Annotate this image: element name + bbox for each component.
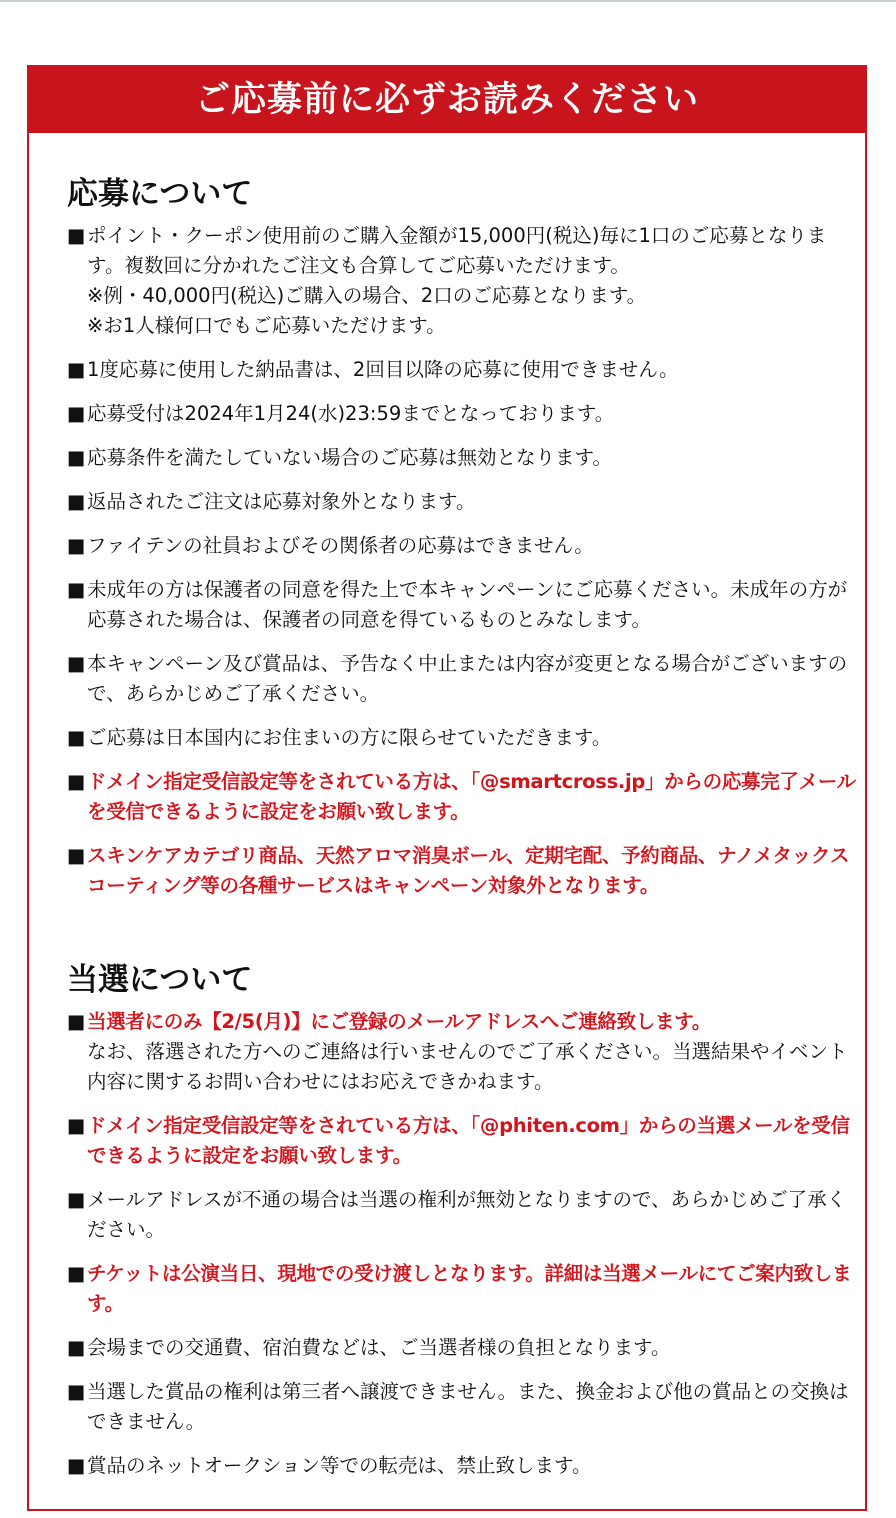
item-text: 1度応募に使用した納品書は、2回目以降の応募に使用できません。 bbox=[87, 358, 679, 381]
list-item-emphasis bbox=[67, 1259, 857, 1319]
section-title: 当選について bbox=[67, 962, 253, 998]
bullet-icon: ■ bbox=[67, 1380, 86, 1403]
item-text: ドメイン指定受信設定等をされている方は、「@phiten.com」からの当選メールを受信できるように設定をお願い致します。 bbox=[87, 1114, 850, 1167]
item-followup: なお、落選された方へのご連絡は行いませんのでご了承ください。当選結果やイベント内容に関するお問い合わせにはお応えできかねます。 bbox=[87, 1040, 848, 1093]
list-item bbox=[67, 399, 857, 429]
list-item-emphasis bbox=[67, 1007, 857, 1097]
bullet-icon: ■ bbox=[67, 1262, 86, 1285]
list-item bbox=[67, 1185, 857, 1245]
list-item bbox=[67, 443, 857, 473]
bullet-icon: ■ bbox=[67, 534, 86, 557]
item-text: 応募受付は2024年1月24(水)23:59までとなっております。 bbox=[87, 402, 615, 425]
list-item-emphasis bbox=[67, 767, 857, 827]
bullet-icon: ■ bbox=[67, 578, 86, 601]
list-item bbox=[67, 723, 857, 753]
list-item bbox=[67, 531, 857, 561]
item-text: 本キャンペーン及び賞品は、予告なく中止または内容が変更となる場合がございますので、あらかじめご了承ください。 bbox=[87, 652, 848, 705]
list-item bbox=[67, 1377, 857, 1437]
item-text: ドメイン指定受信設定等をされている方は、「@smartcross.jp」からの応募完了メールを受信できるように設定をお願い致します。 bbox=[87, 770, 856, 823]
item-text: 未成年の方は保護者の同意を得た上で本キャンペーンにご応募ください。未成年の方が応募された場合は、保護者の同意を得ているものとみなします。 bbox=[87, 578, 848, 631]
item-text: ファイテンの社員およびその関係者の応募はできません。 bbox=[87, 534, 594, 557]
item-text: メールアドレスが不通の場合は当選の権利が無効となりますので、あらかじめご了承ください。 bbox=[87, 1188, 847, 1241]
item-text: チケットは公演当日、現地での受け渡しとなります。詳細は当選メールにてご案内致します。 bbox=[87, 1262, 852, 1315]
list-item-emphasis bbox=[67, 841, 857, 901]
item-text: 当選した賞品の権利は第三者へ譲渡できません。また、換金および他の賞品との交換はできません。 bbox=[87, 1380, 849, 1433]
notice-box bbox=[27, 65, 867, 1511]
bullet-icon: ■ bbox=[67, 726, 86, 749]
bullet-icon: ■ bbox=[67, 1188, 86, 1211]
bullet-icon: ■ bbox=[67, 402, 86, 425]
bullet-icon: ■ bbox=[67, 652, 86, 675]
item-text: 返品されたご注文は応募対象外となります。 bbox=[87, 490, 476, 513]
list-item bbox=[67, 649, 857, 709]
bullet-icon: ■ bbox=[67, 358, 86, 381]
list-item bbox=[67, 575, 857, 635]
item-text: 会場までの交通費、宿泊費などは、ご当選者様の負担となります。 bbox=[87, 1336, 671, 1359]
item-text: ご応募は日本国内にお住まいの方に限らせていただきます。 bbox=[87, 726, 612, 749]
item-text: 賞品のネットオークション等での転売は、禁止致します。 bbox=[87, 1454, 592, 1477]
section-application bbox=[67, 173, 857, 915]
bullet-icon: ■ bbox=[67, 224, 86, 247]
list-item bbox=[67, 221, 857, 341]
bullet-icon: ■ bbox=[67, 446, 86, 469]
list-item bbox=[67, 487, 857, 517]
bullet-icon: ■ bbox=[67, 1336, 86, 1359]
item-text: 応募条件を満たしていない場合のご応募は無効となります。 bbox=[87, 446, 612, 469]
bullet-icon: ■ bbox=[67, 1010, 86, 1033]
list-item bbox=[67, 1333, 857, 1363]
notice-header: ご応募前に必ずお読みください bbox=[29, 67, 865, 133]
bullet-icon: ■ bbox=[67, 770, 86, 793]
item-text: 当選者にのみ【2/5(月)】にご登録のメールアドレスへご連絡致します。 bbox=[87, 1010, 712, 1033]
list-item bbox=[67, 355, 857, 385]
bullet-icon: ■ bbox=[67, 1114, 86, 1137]
section-winning bbox=[67, 959, 857, 1495]
item-note: ※お1人様何口でもご応募いただけます。 bbox=[87, 314, 446, 337]
bullet-icon: ■ bbox=[67, 490, 86, 513]
top-divider bbox=[0, 0, 896, 2]
list-item-emphasis bbox=[67, 1111, 857, 1171]
section-title: 応募について bbox=[67, 176, 253, 212]
bullet-icon: ■ bbox=[67, 844, 86, 867]
list-item bbox=[67, 1451, 857, 1481]
item-text: スキンケアカテゴリ商品、天然アロマ消臭ボール、定期宅配、予約商品、ナノメタックスコーティング等の各種サービスはキャンペーン対象外となります。 bbox=[87, 844, 850, 897]
bullet-icon: ■ bbox=[67, 1454, 86, 1477]
item-note: ※例・40,000円(税込)ご購入の場合、2口のご応募となります。 bbox=[87, 284, 647, 307]
item-text: ポイント・クーポン使用前のご購入金額が15,000円(税込)毎に1口のご応募となります。複数回に分かれたご注文も合算してご応募いただけます。 bbox=[87, 224, 827, 277]
